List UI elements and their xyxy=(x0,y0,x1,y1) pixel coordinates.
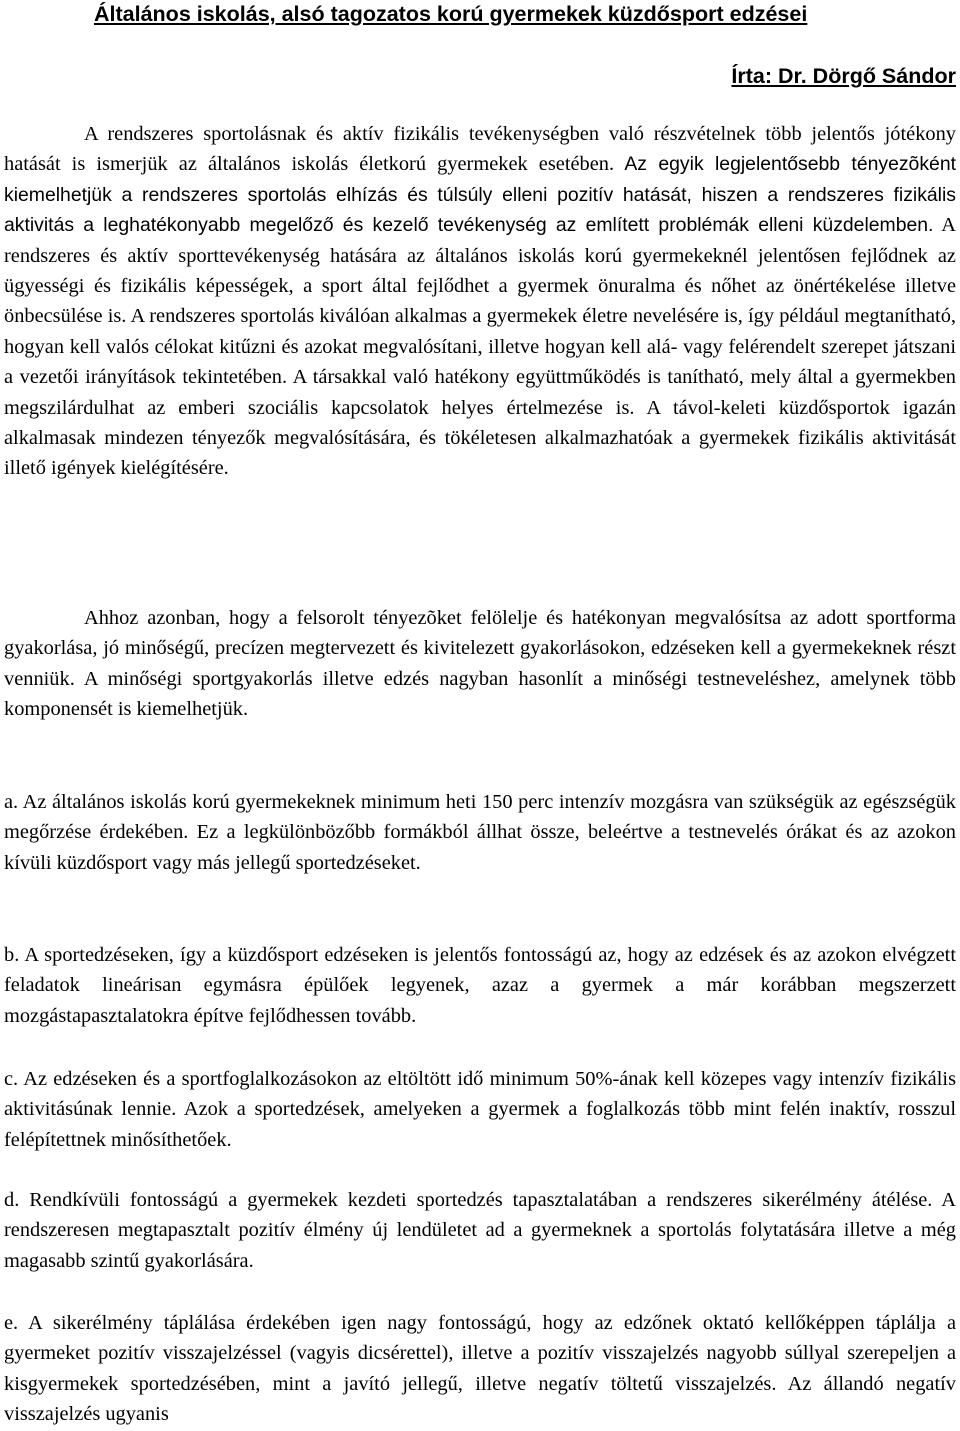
list-item-e: e. A sikerélmény táplálása érdekében igen nagy fontosságú, hogy az edzőnek oktató kellőképpen táplálja a gyermeket pozitív visszajelzéssel (vagyis dicsérettel), illetve a pozitív visszajelzés nagyobb súllyal szerepeljen a kisgyermekek sportedzésében, mint a javító jellegű, illetve negatív töltetű visszajelzés. Az állandó negatív visszajelzés ugyanis xyxy=(4,1312,956,1426)
intro-text-3: A rendszeres és aktív sporttevékenység hatására az általános iskolás korú gyermekeknél jelentősen fejlődnek az ügyességi és fizikális képességek, a sport által fejlődhet a gyermek önuralma és nőhet az önértékelése illetve önbecsülése is. A rendszeres sportolás kiválóan alkalmas a gyermekek életre nevelésére is, így például megtanítható, hogyan kell valós célokat kitűzni és azokat megvalósítani, illetve hogyan kell alá- vagy felérendelt szerepet játszani a vezetői irányítások tekintetében. A társakkal való hatékony együttműködés is tanítható, mely által a gyermekben megszilárdulhat az emberi szociális kapcsolatok helyes értelmezése is. A távol-keleti küzdősportok igazán alkalmasak mindezen tényezők megvalósítására, és tökéletesen alkalmazhatóak a gyermekek fizikális aktivitását illető igények kielégítésére. xyxy=(4,214,957,480)
list-item-a: a. Az általános iskolás korú gyermekeknek minimum heti 150 perc intenzív mozgásra van szükségük az egészségük megőrzése érdekében. Ez a legkülönbözőbb formákból állhat össze, beleértve a testnevelés órákat és az azokon kívüli küzdősport vagy más jellegű sportedzéseket. xyxy=(4,791,956,874)
list-item-b: b. A sportedzéseken, így a küzdősport edzéseken is jelentős fontosságú az, hogy az edzések és az azokon elvégzett feladatok lineárisan egymásra épülőek legyenek, azaz a gyermek a már korábban megszerzett mozgástapasztalatokra építve fejlődhessen tovább. xyxy=(4,944,956,1027)
document-author: Írta: Dr. Dörgő Sándor xyxy=(731,64,956,88)
paragraph-2: Ahhoz azonban, hogy a felsorolt tényezõket felölelje és hatékonyan megvalósítsa az adott sportforma gyakorlása, jó minőségű, precízen megtervezett és kivitelezett gyakorlásokon, edzéseken kell a gyermekeknek részt venniük. A minőségi sportgyakorlás illetve edzés nagyban hasonlít a minőségi testneveléshez, amelynek több komponensét is kiemelhetjük. xyxy=(4,607,956,721)
list-item-c: c. Az edzéseken és a sportfoglalkozásokon az eltöltött idő minimum 50%-ának kell közepes vagy intenzív fizikális aktivitásúnak lennie. Azok a sportedzések, amelyeken a gyermek a foglalkozás több mint felén inaktív, rosszul felépítettnek minősíthetőek. xyxy=(4,1068,956,1151)
document-title: Általános iskolás, alsó tagozatos korú gyermekek küzdősport edzései xyxy=(94,2,808,26)
intro-text-2: Az egyik legjelentősebb tényezõként kiemelhetjük a rendszeres sportolás elhízás és túlsúly elleni pozitív hatását, hiszen a rendszeres fizikális aktivitás a leghatékonyabb megelőző és kezelő tevékenység az említett problémák elleni küzdelemben. xyxy=(4,153,956,237)
list-item-d: d. Rendkívüli fontosságú a gyermekek kezdeti sportedzés tapasztalatában a rendszeres sikerélmény átélése. A rendszeresen megtapasztalt pozitív élmény új lendületet ad a gyermeknek a sportolás folytatására illetve a még magasabb szintű gyakorlására. xyxy=(4,1189,956,1272)
intro-paragraph xyxy=(4,119,956,484)
intro-text-1: A rendszeres sportolásnak és aktív fizikális tevékenységben való részvételnek több jelentős jótékony hatását is ismerjük az általános iskolás életkorú gyermekek esetében. xyxy=(4,123,956,176)
